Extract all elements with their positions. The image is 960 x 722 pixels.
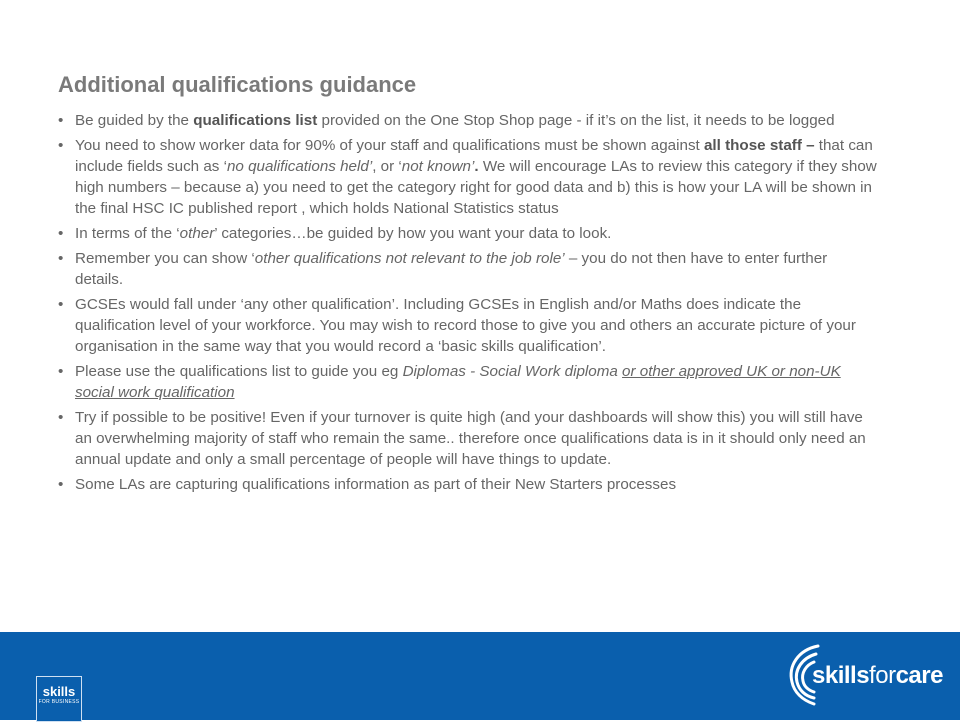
- bullet-text-run: You need to show worker data for 90% of your staff and qualifications must be shown against: [75, 137, 704, 154]
- slide-title: Additional qualifications guidance: [58, 72, 417, 97]
- bullet-text-run: ’ categories…be guided by how you want your data to look.: [214, 225, 612, 242]
- bullet-text-run: , or ‘: [372, 158, 402, 175]
- bullet-text-run: that can include fields such as ‘: [75, 137, 873, 175]
- bullet-text-run: provided on the One Stop Shop page - if it’s on the list, it needs to be logged: [317, 112, 835, 129]
- bullet-item: [58, 474, 878, 495]
- bullet-text-run: .: [474, 158, 479, 175]
- bullet-item: [58, 110, 878, 131]
- wordmark-skills: skills: [812, 662, 870, 689]
- bullet-text-run: or other approved UK or non-UK social work qualification: [75, 363, 841, 401]
- bullet-text-run: Try if possible to be positive! Even if your turnover is quite high (and your dashboards will show this) you will still have an overwhelming majority of staff who remain the same.. therefore once qualifications data is in it should only need an annual update and only a small percentage of people will have things to update.: [75, 409, 866, 468]
- bullet-item: [58, 294, 878, 357]
- bullet-item: [58, 248, 878, 290]
- bullet-text-run: In terms of the ‘: [75, 225, 180, 242]
- bullet-text-run: Remember you can show ‘: [75, 250, 255, 267]
- bullet-text-run: We will encourage LAs to review this category if they show high numbers – because a) you need to get the category right for good data and b) this is how your LA will be shown in the final HSC IC published report , which holds National Statistics status: [75, 158, 877, 217]
- bullet-text-run: all those staff –: [703, 137, 815, 154]
- bullet-text-run: GCSEs would fall under ‘any other qualification’. Including GCSEs in English and/or Maths does indicate the qualification level of your workforce. You may wish to record those to give you and others an accurate picture of your organisation in the same way that you would record a ‘basic skills qualification’.: [75, 296, 856, 355]
- skills-logo-subtext: FOR BUSINESS: [38, 699, 80, 705]
- bullet-text-run: not known’: [401, 158, 475, 175]
- slide-content: [58, 70, 878, 499]
- skills-for-care-logo: [784, 640, 944, 712]
- skills-for-care-wordmark: [812, 662, 943, 690]
- bullet-text-run: other qualifications not relevant to the job role’: [254, 250, 565, 267]
- bullet-item: [58, 407, 878, 470]
- bullet-text-run: no qualifications held’: [226, 158, 373, 175]
- skills-logo-text: skills: [42, 684, 76, 699]
- bullet-text-run: Be guided by the: [75, 112, 194, 129]
- bullet-text-run: Some LAs are capturing qualifications information as part of their New Starters processes: [75, 476, 677, 493]
- bullet-item: [58, 223, 878, 244]
- bullet-text-run: – you do not then have to enter further details.: [75, 250, 828, 288]
- bullet-text-run: qualifications list: [193, 112, 318, 129]
- bullet-text-run: other: [179, 225, 215, 242]
- wordmark-care: care: [895, 662, 943, 689]
- bullet-text-run: Please use the qualifications list to guide you eg: [75, 363, 403, 380]
- bullet-list: [58, 110, 878, 495]
- bullet-item: [58, 135, 878, 219]
- bullet-text-run: Diplomas - Social Work diploma: [402, 363, 623, 380]
- skills-for-business-logo: [36, 676, 82, 722]
- bullet-item: [58, 361, 878, 403]
- wordmark-for: for: [869, 662, 896, 689]
